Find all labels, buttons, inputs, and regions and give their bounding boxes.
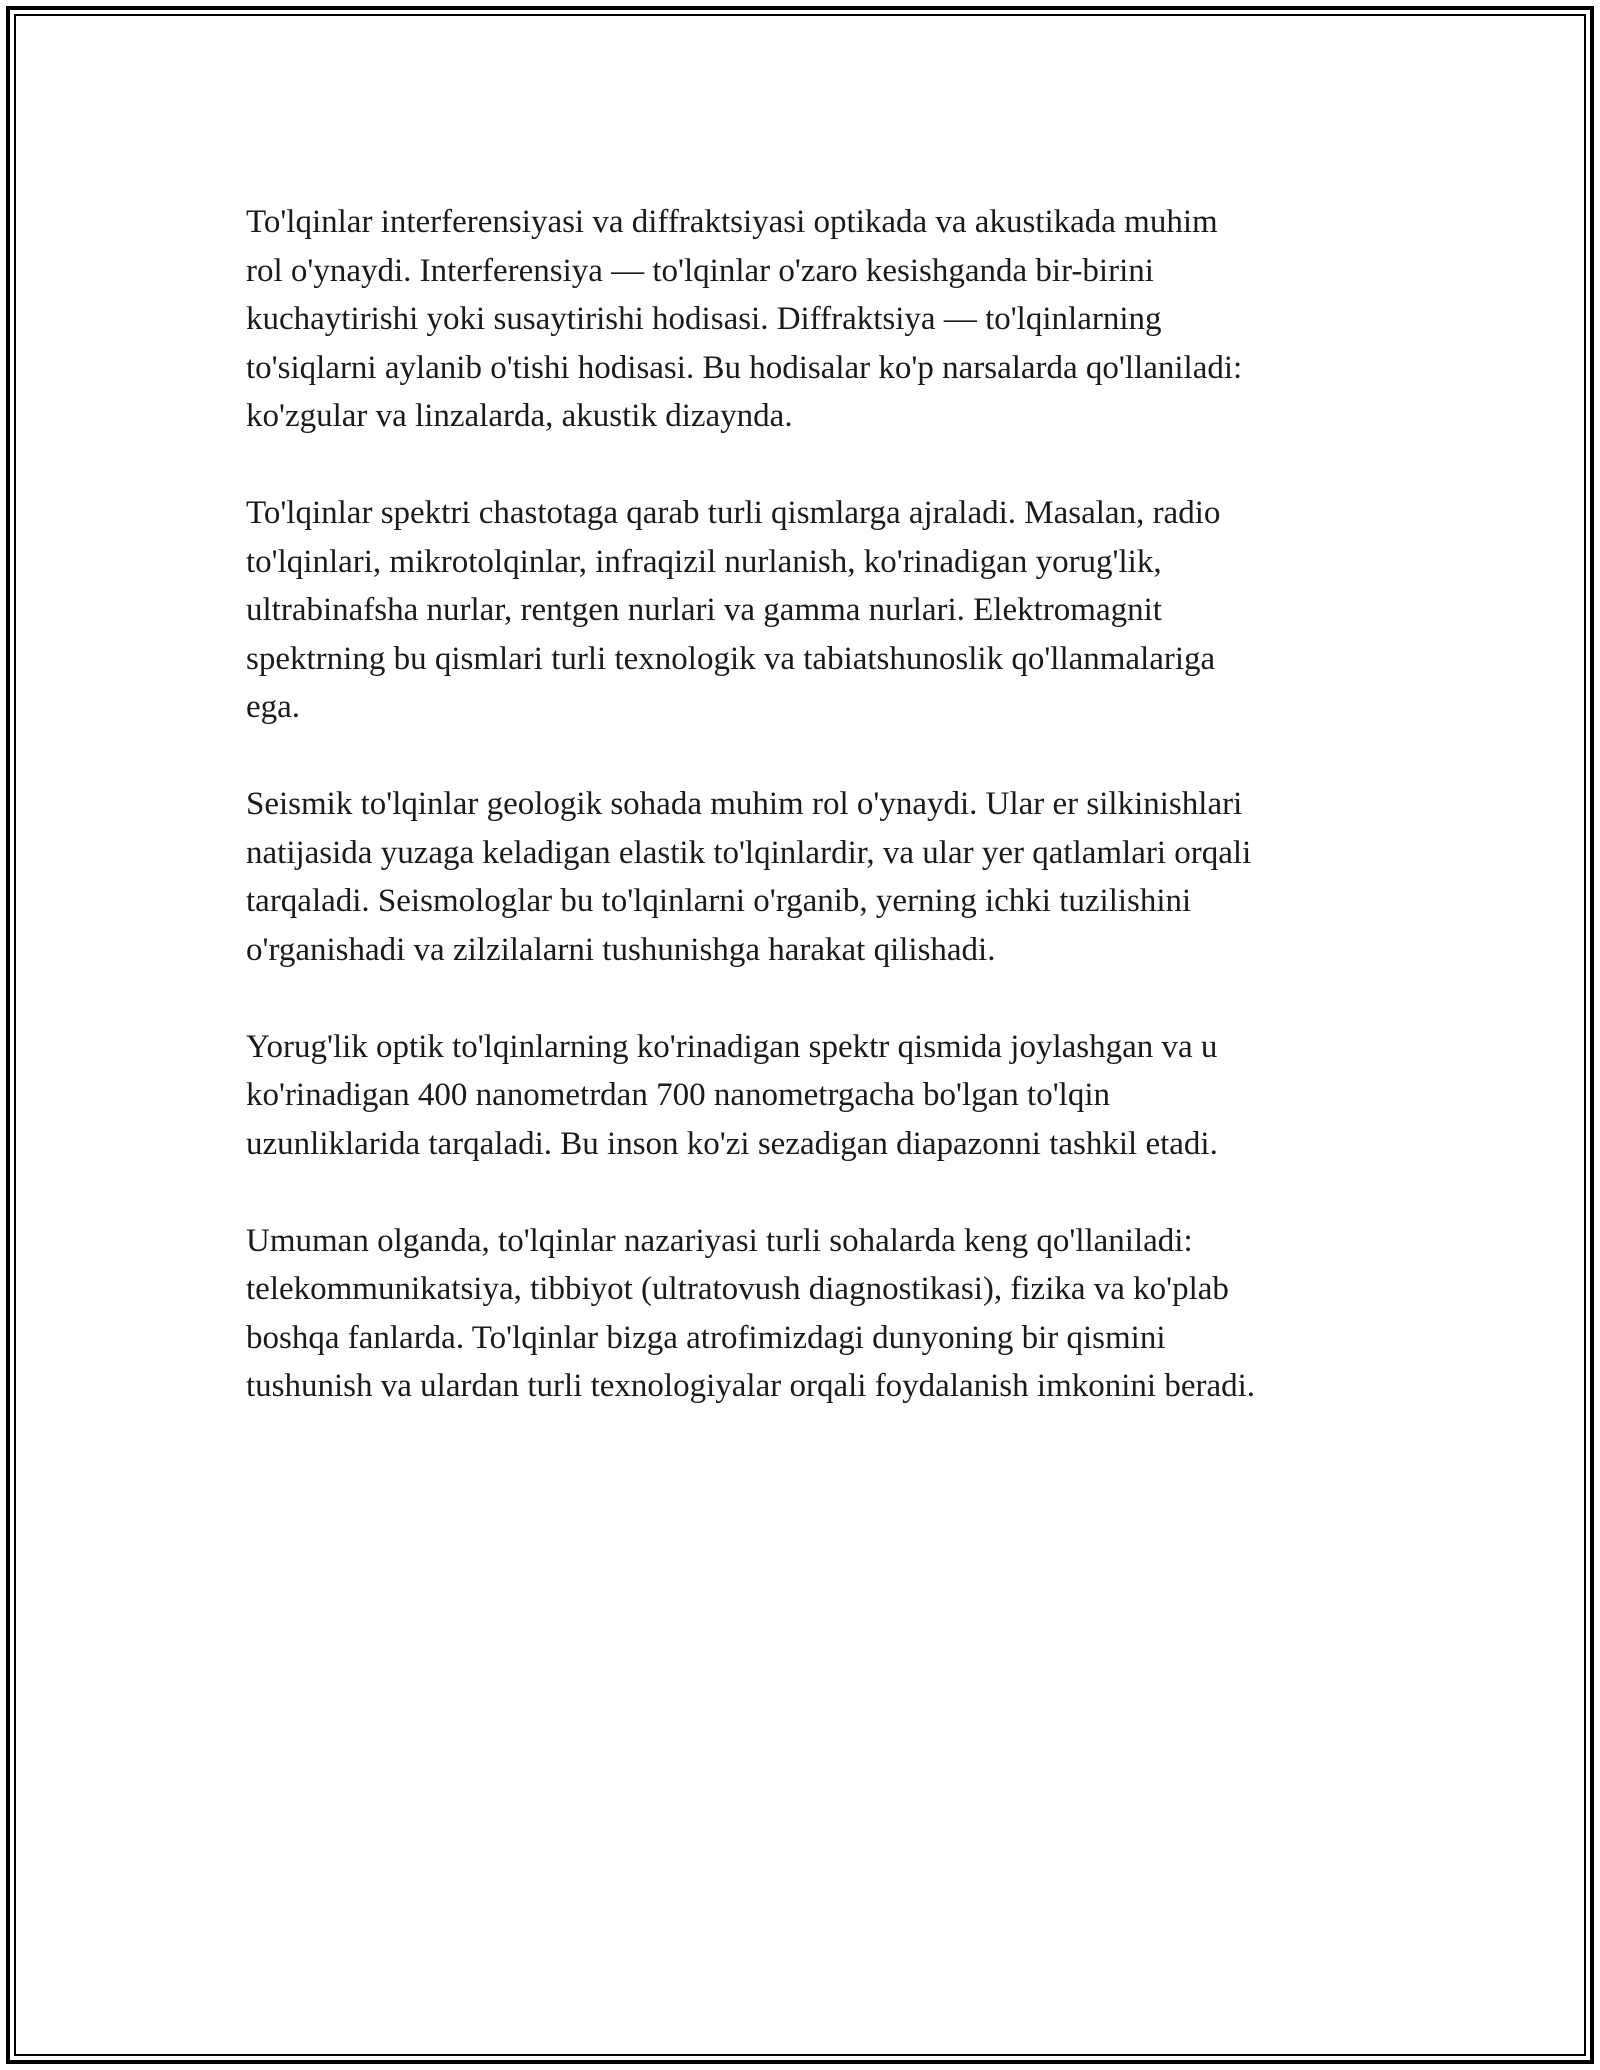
page-border [6,6,1594,2064]
paragraph-conclusion: Umuman olganda, to'lqinlar nazariyasi turli sohalarda keng qo'llaniladi: telekommunikatsiya, tibbiyot (ultratovush diagnostikasi), fizika va ko'plab boshqa fanlarda. To'lqinlar bizga atrofimizdagi dunyoning bir qismini tushunish va ulardan turli texnologiyalar orqali foydalanish imkonini beradi. [246,1222,1256,1404]
paragraph-visible-light: Yorug'lik optik to'lqinlarning ko'rinadigan spektr qismida joylashgan va u ko'rinadigan 400 nanometrdan 700 nanometrgacha bo'lgan to'lqin uzunliklarida tarqaladi. Bu inson ko'zi sezadigan diapazonni tashkil etadi. [246,1028,1218,1162]
paragraph-wave-spectrum: To'lqinlar spektri chastotaga qarab turli qismlarga ajraladi. Masalan, radio to'lqinlari, mikrotolqinlar, infraqizil nurlanish, ko'rinadigan yorug'lik, ultrabinafsha nurlar, rentgen nurlari va gamma nurlari. Elektromagnit spektrning bu qismlari turli texnologik va tabiatshunoslik qo'llanmalariga ega. [246,495,1221,725]
paragraph-interference-diffraction: To'lqinlar interferensiyasi va diffraktsiyasi optikada va akustikada muhim rol o'ynaydi. Interferensiya — to'lqinlar o'zaro kesishganda bir-birini kuchaytirishi yoki susaytirishi hodisasi. Diffraktsiya — to'lqinlarning to'siqlarni aylanib o'tishi hodisasi. Bu hodisalar ko'p narsalarda qo'llaniladi: ko'zgular va linzalarda, akustik dizaynda. [246,204,1243,434]
document-body [246,198,1391,1459]
paragraph-seismic-waves: Seismik to'lqinlar geologik sohada muhim rol o'ynaydi. Ular er silkinishlari natijasida yuzaga keladigan elastik to'lqinlardir, va ular yer qatlamlari orqali tarqaladi. Seismologlar bu to'lqinlarni o'rganib, yerning ichki tuzilishini o'rganishadi va zilzilalarni tushunishga harakat qilishadi. [246,786,1252,968]
